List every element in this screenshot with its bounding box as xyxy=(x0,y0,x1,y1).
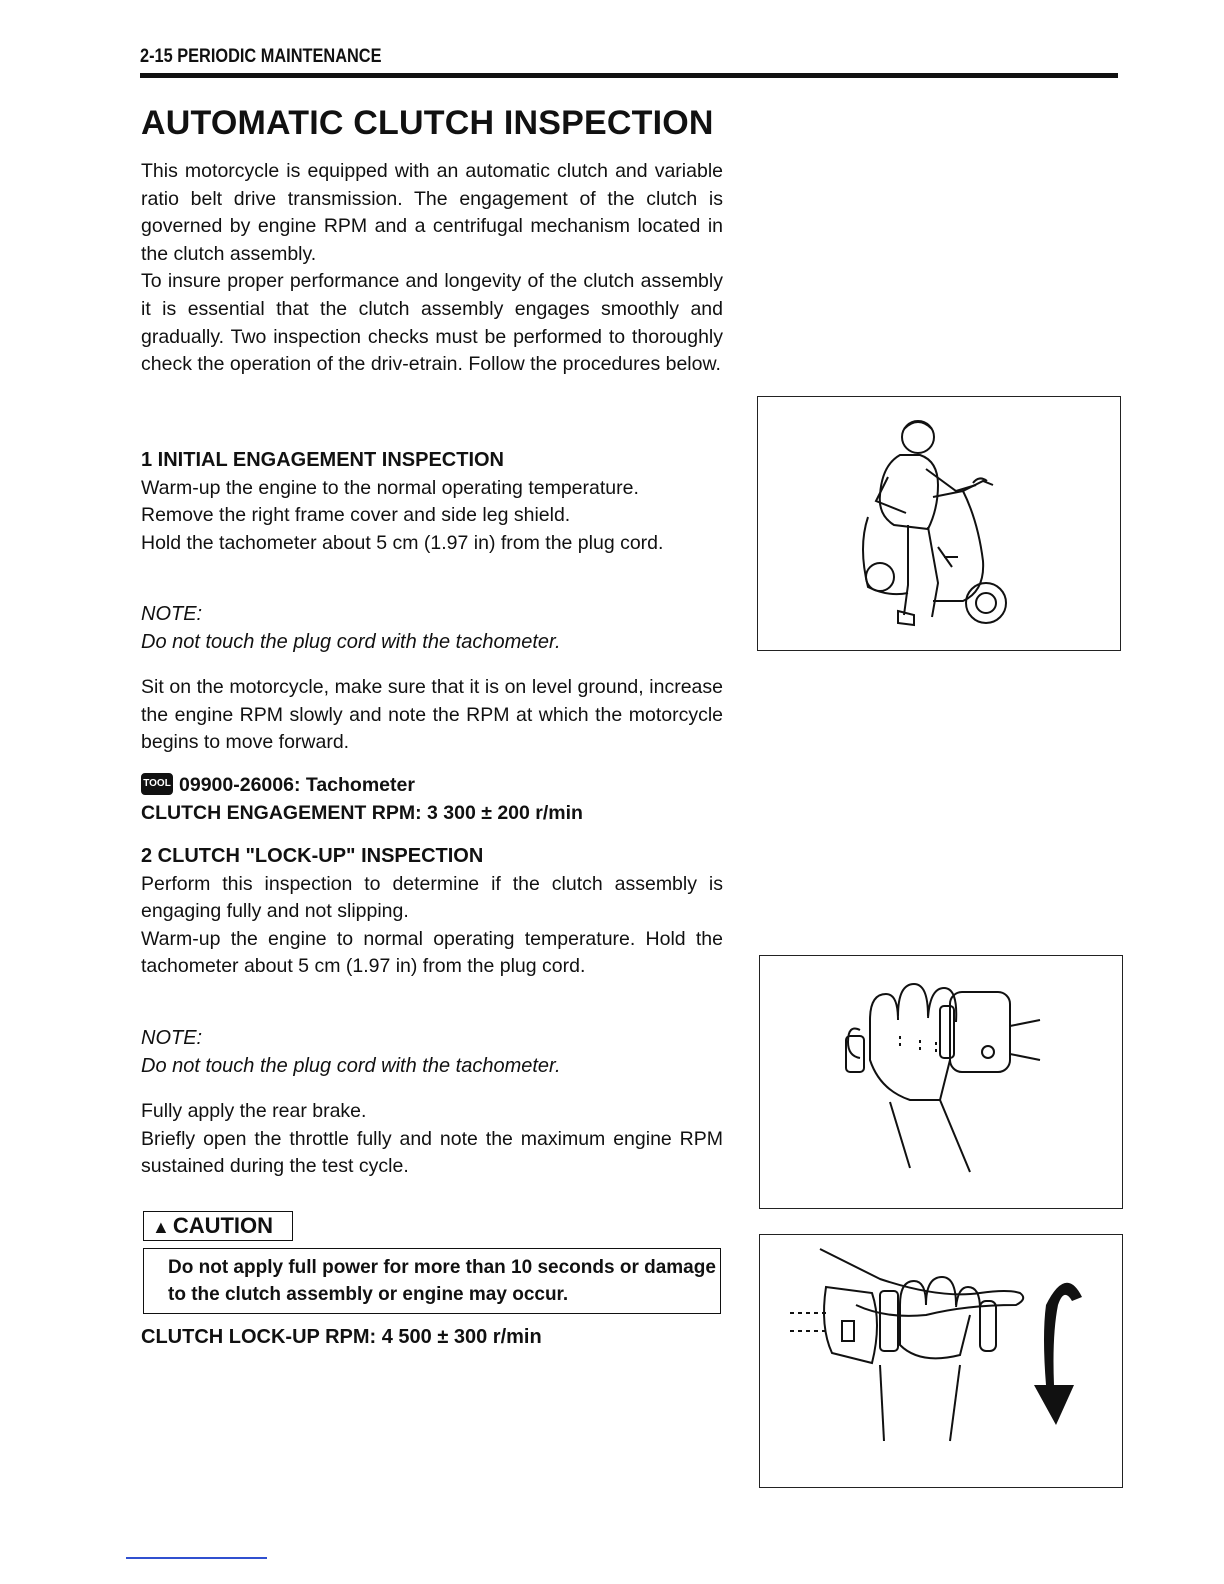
caution-text: Do not apply full power for more than 10 seconds or damage to the clutch assembly or engine may occur. xyxy=(168,1257,716,1305)
note-label: NOTE: xyxy=(141,1027,203,1049)
section1-step-3: Hold the tachometer about 5 cm (1.97 in) from the plug cord. xyxy=(141,531,664,554)
warning-icon: ▲ xyxy=(152,1217,170,1237)
section2-instructions xyxy=(141,1098,723,1181)
page-header: 2-15 PERIODIC MAINTENANCE xyxy=(140,46,382,67)
section2-paragraph-2: Warm-up the engine to normal operating temperature. Hold the tachometer about 5 cm (1.97 in) from the plug cord. xyxy=(141,927,723,978)
intro-section xyxy=(141,158,723,379)
section1-step-2: Remove the right frame cover and side leg shield. xyxy=(141,504,571,527)
figure-hand-on-throttle xyxy=(759,955,1123,1209)
section1-note xyxy=(141,601,723,656)
figure-throttle-rotation xyxy=(759,1234,1123,1488)
tool-icon: TOOL xyxy=(141,773,173,795)
caution-box xyxy=(143,1248,721,1314)
clutch-engagement-rpm-spec: CLUTCH ENGAGEMENT RPM: 3 300 ± 200 r/min xyxy=(141,801,583,824)
section2-paragraph-4: Briefly open the throttle fully and note the maximum engine RPM sustained during the test cycle. xyxy=(141,1127,723,1178)
section-initial-engagement xyxy=(141,447,723,557)
page-footer-line xyxy=(126,1557,267,1559)
section1-tool-spec xyxy=(141,772,723,827)
clutch-lockup-rpm-spec: CLUTCH LOCK-UP RPM: 4 500 ± 300 r/min xyxy=(141,1326,542,1348)
section1-heading: 1 INITIAL ENGAGEMENT INSPECTION xyxy=(141,449,504,471)
intro-paragraph-1: This motorcycle is equipped with an automatic clutch and variable ratio belt drive transmission. The engagement of the clutch is governed by engine RPM and a centrifugal mechanism located in the clutch assembly. xyxy=(141,160,723,265)
note-label: NOTE: xyxy=(141,603,203,625)
section2-paragraph-3: Fully apply the rear brake. xyxy=(141,1100,367,1122)
intro-paragraph-2: To insure proper performance and longevity of the clutch assembly it is essential that the clutch assembly engages smoothly and gradually. Two inspection checks must be performed to thoroughly check the operation of the driv-etrain. Follow the procedures below. xyxy=(141,270,723,376)
section1-instructions: Sit on the motorcycle, make sure that it is on level ground, increase the engine RPM slowly and note the RPM at which the motorcycle begins to move forward. xyxy=(141,676,723,754)
note-text: Do not touch the plug cord with the tachometer. xyxy=(141,1054,561,1077)
section2-paragraph-1: Perform this inspection to determine if the clutch assembly is engaging fully and not slipping. xyxy=(141,872,723,923)
header-rule xyxy=(140,73,1118,78)
caution-label: ▲ CAUTION xyxy=(143,1211,293,1241)
section2-heading: 2 CLUTCH "LOCK-UP" INSPECTION xyxy=(141,845,484,867)
section1-after-note xyxy=(141,674,723,757)
throttle-grip-illustration xyxy=(760,956,1122,1208)
throttle-rotation-illustration xyxy=(760,1235,1122,1487)
tool-reference: 09900-26006: Tachometer xyxy=(179,774,415,796)
section-lock-up xyxy=(141,843,723,981)
lock-up-spec-block xyxy=(141,1324,723,1352)
rotation-arrow-icon xyxy=(1034,1283,1082,1425)
section2-note xyxy=(141,1025,723,1080)
note-text: Do not touch the plug cord with the tachometer. xyxy=(141,630,561,653)
figure-rider-on-scooter xyxy=(757,396,1121,651)
rider-scooter-illustration xyxy=(758,397,1120,650)
page-title: AUTOMATIC CLUTCH INSPECTION xyxy=(141,104,714,142)
section1-step-1: Warm-up the engine to the normal operating temperature. xyxy=(141,476,639,499)
